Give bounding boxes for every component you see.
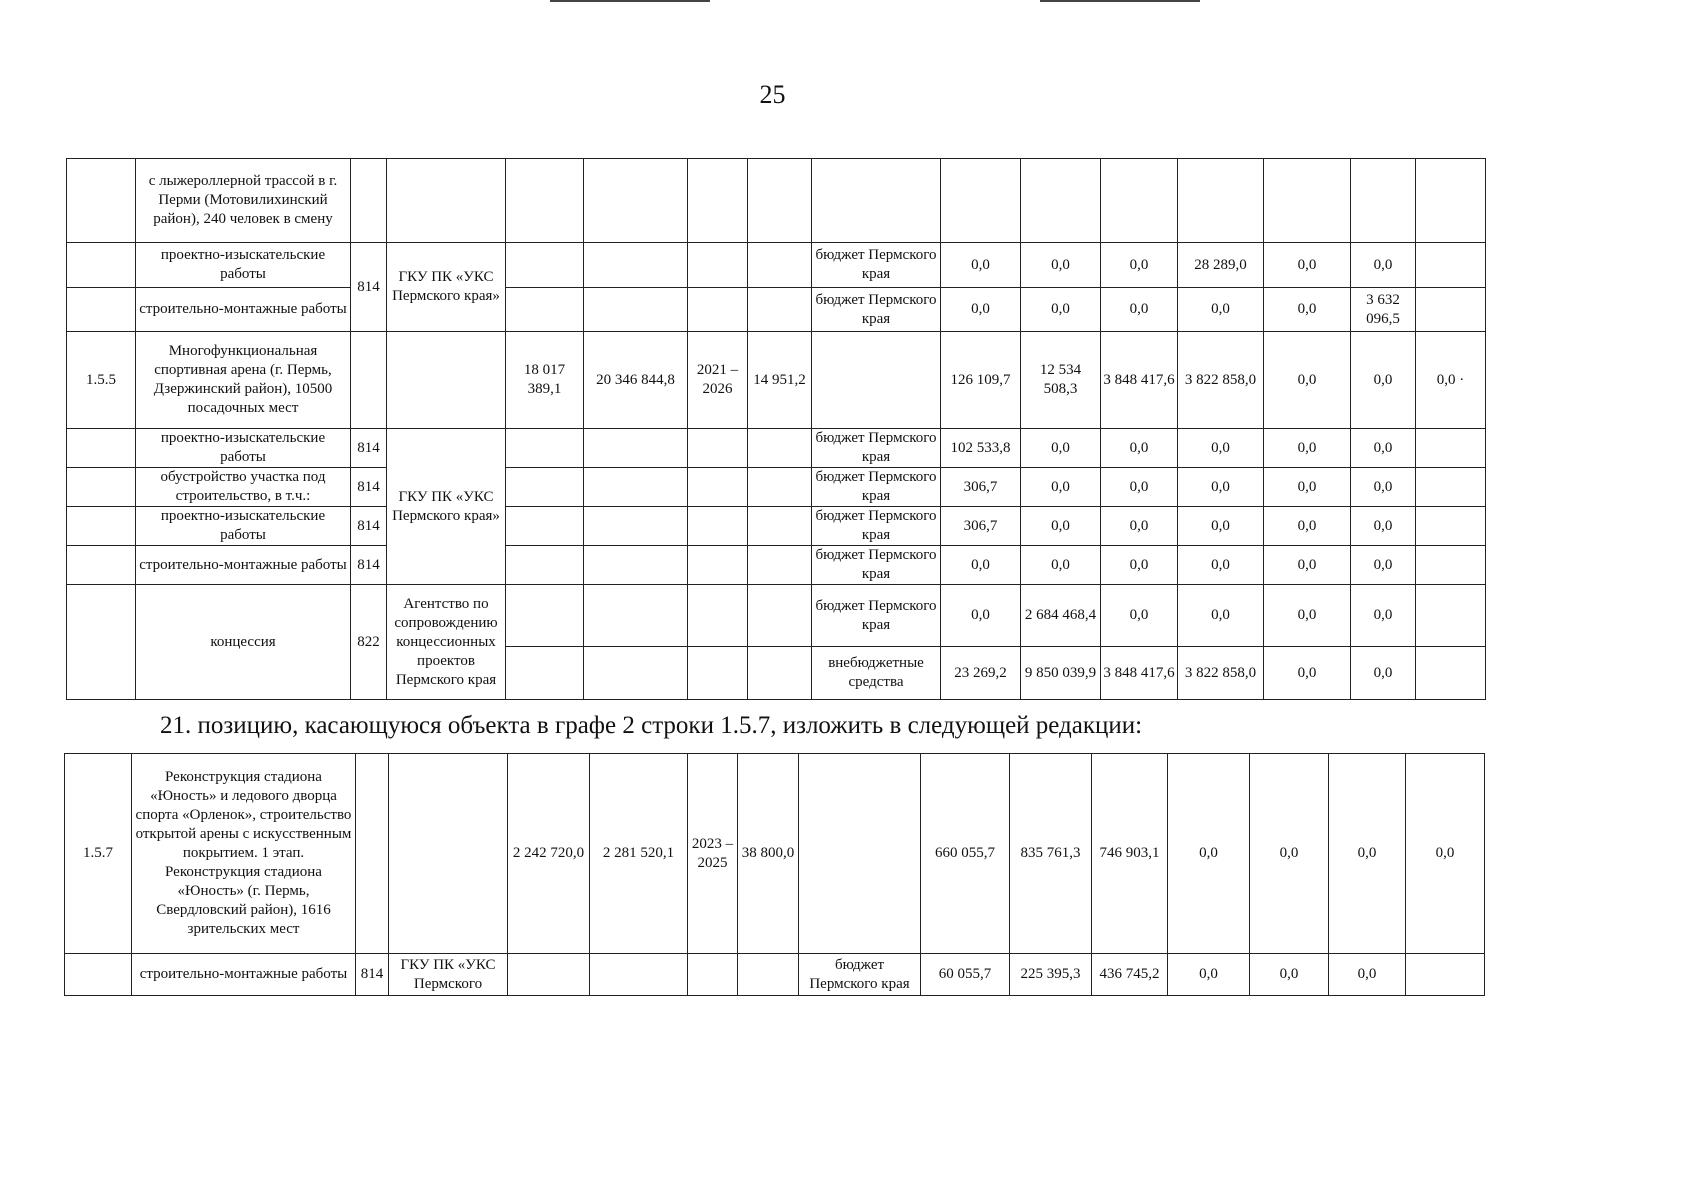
code-cell: 814 [351,243,387,332]
value-cell: 0,0 [1351,507,1416,546]
cost-cell: 18 017 389,1 [506,332,584,429]
table-row [65,754,1485,954]
investment-table-2 [64,753,1485,996]
value-cell: 0,0 [1264,585,1351,647]
period-cell: 2023 – 2025 [688,754,738,954]
funding-source-cell: бюджет Пермского края [812,585,941,647]
row-number-cell: 1.5.5 [67,332,136,429]
value-cell: 0,0 [1101,243,1178,288]
table-row [67,243,1486,288]
value-cell: 0,0 [1101,585,1178,647]
value-cell: 0,0 [1264,507,1351,546]
work-type-cell: проектно-изыскательские работы [136,429,351,468]
funding-source-cell: бюджет Пермского края [812,429,941,468]
customer-cell: Агентство по сопровождению концессионных проектов Пермского края [387,585,506,700]
value-cell: 0,0 [1250,754,1329,954]
value-cell: 0,0 [1021,507,1101,546]
value-cell: 102 533,8 [941,429,1021,468]
value-cell: 60 055,7 [921,954,1010,996]
code-cell: 814 [351,429,387,468]
value-cell: 0,0 [1101,429,1178,468]
cost-cell: 20 346 844,8 [584,332,688,429]
funding-source-cell: бюджет Пермского края [812,546,941,585]
value-cell: 0,0 [1021,243,1101,288]
investment-table-1 [66,158,1486,700]
customer-cell: ГКУ ПК «УКС Пермского [389,954,508,996]
value-cell: 2 684 468,4 [1021,585,1101,647]
work-type-cell: строительно-монтажные работы [136,546,351,585]
cost-cell: 38 800,0 [738,754,799,954]
value-cell: 0,0 [1178,507,1264,546]
code-cell: 814 [351,468,387,507]
table-row [67,332,1486,429]
value-cell: 0,0 [1264,243,1351,288]
funding-source-cell: бюджет Пермского края [812,468,941,507]
value-cell: 660 055,7 [921,754,1010,954]
value-cell: 0,0 [1101,546,1178,585]
value-cell: 0,0 [1021,288,1101,332]
object-name-cell: с лыжероллерной трассой в г. Перми (Мотовилихинский район), 240 человек в смену [136,159,351,243]
customer-cell: ГКУ ПК «УКС Пермского края» [387,429,506,585]
value-cell: 0,0 [1021,468,1101,507]
value-cell: 436 745,2 [1092,954,1168,996]
table-row [67,546,1486,585]
table-row [67,288,1486,332]
value-cell: 0,0 · [1416,332,1486,429]
amendment-instruction: 21. позицию, касающуюся объекта в графе 2 строки 1.5.7, изложить в следующей редакции: [160,712,1143,739]
cost-cell: 2 242 720,0 [508,754,590,954]
value-cell: 0,0 [1178,546,1264,585]
value-cell: 0,0 [1264,468,1351,507]
work-type-cell: строительно-монтажные работы [132,954,356,996]
code-cell: 814 [356,954,389,996]
scan-edge-mark [1040,0,1200,2]
value-cell: 3 848 417,6 [1101,332,1178,429]
table-row [67,468,1486,507]
value-cell: 0,0 [1406,754,1485,954]
value-cell: 0,0 [1178,288,1264,332]
value-cell: 0,0 [1329,754,1406,954]
work-type-cell: концессия [136,585,351,700]
value-cell: 0,0 [1264,647,1351,700]
value-cell: 3 822 858,0 [1178,332,1264,429]
table-row [67,159,1486,243]
customer-cell: ГКУ ПК «УКС Пермского края» [387,243,506,332]
funding-source-cell: бюджет Пермского края [812,288,941,332]
value-cell: 3 822 858,0 [1178,647,1264,700]
value-cell: 9 850 039,9 [1021,647,1101,700]
value-cell: 0,0 [1021,546,1101,585]
value-cell: 126 109,7 [941,332,1021,429]
value-cell: 746 903,1 [1092,754,1168,954]
value-cell: 0,0 [1178,429,1264,468]
value-cell: 225 395,3 [1010,954,1092,996]
work-type-cell: проектно-изыскательские работы [136,243,351,288]
object-name-cell: Реконструкция стадиона «Юность» и ледового дворца спорта «Орленок», строительство открытой арены с искусственным покрытием. 1 этап. Реконструкция стадиона «Юность» (г. Пермь, Свердловский район), 1616 зрительских мест [132,754,356,954]
value-cell: 0,0 [941,288,1021,332]
cost-cell: 2 281 520,1 [590,754,688,954]
value-cell: 28 289,0 [1178,243,1264,288]
value-cell: 0,0 [1178,468,1264,507]
value-cell: 0,0 [1101,288,1178,332]
value-cell: 0,0 [941,546,1021,585]
value-cell: 0,0 [1351,585,1416,647]
value-cell: 306,7 [941,468,1021,507]
period-cell: 2021 – 2026 [688,332,748,429]
value-cell: 0,0 [1250,954,1329,996]
value-cell: 306,7 [941,507,1021,546]
value-cell: 835 761,3 [1010,754,1092,954]
value-cell: 0,0 [1168,754,1250,954]
object-name-cell: Многофункциональная спортивная арена (г. Пермь, Дзержинский район), 10500 посадочных мест [136,332,351,429]
value-cell: 3 632 096,5 [1351,288,1416,332]
value-cell: 0,0 [1101,507,1178,546]
value-cell: 0,0 [1168,954,1250,996]
code-cell: 822 [351,585,387,700]
work-type-cell: обустройство участка под строительство, в т.ч.: [136,468,351,507]
table-row [65,954,1485,996]
value-cell: 0,0 [1351,546,1416,585]
cost-cell: 14 951,2 [748,332,812,429]
work-type-cell: проектно-изыскательские работы [136,507,351,546]
work-type-cell: строительно-монтажные работы [136,288,351,332]
table-row [67,585,1486,647]
value-cell: 23 269,2 [941,647,1021,700]
value-cell: 0,0 [1351,429,1416,468]
funding-source-cell: внебюджетные средства [812,647,941,700]
value-cell: 0,0 [1351,468,1416,507]
value-cell: 0,0 [941,585,1021,647]
value-cell: 0,0 [1264,332,1351,429]
value-cell: 0,0 [1351,243,1416,288]
value-cell: 0,0 [1101,468,1178,507]
value-cell: 0,0 [1264,288,1351,332]
value-cell: 12 534 508,3 [1021,332,1101,429]
page-number: 25 [759,80,786,109]
row-number-cell [67,159,136,243]
value-cell: 0,0 [1264,546,1351,585]
table-row [67,507,1486,546]
table-row [67,429,1486,468]
funding-source-cell: бюджет Пермского края [799,954,921,996]
value-cell: 3 848 417,6 [1101,647,1178,700]
funding-source-cell: бюджет Пермского края [812,507,941,546]
value-cell: 0,0 [1351,332,1416,429]
value-cell: 0,0 [941,243,1021,288]
funding-source-cell: бюджет Пермского края [812,243,941,288]
value-cell: 0,0 [1329,954,1406,996]
value-cell: 0,0 [1351,647,1416,700]
scan-edge-mark [550,0,710,2]
value-cell: 0,0 [1178,585,1264,647]
row-number-cell: 1.5.7 [65,754,132,954]
code-cell: 814 [351,507,387,546]
value-cell: 0,0 [1264,429,1351,468]
value-cell: 0,0 [1021,429,1101,468]
code-cell: 814 [351,546,387,585]
